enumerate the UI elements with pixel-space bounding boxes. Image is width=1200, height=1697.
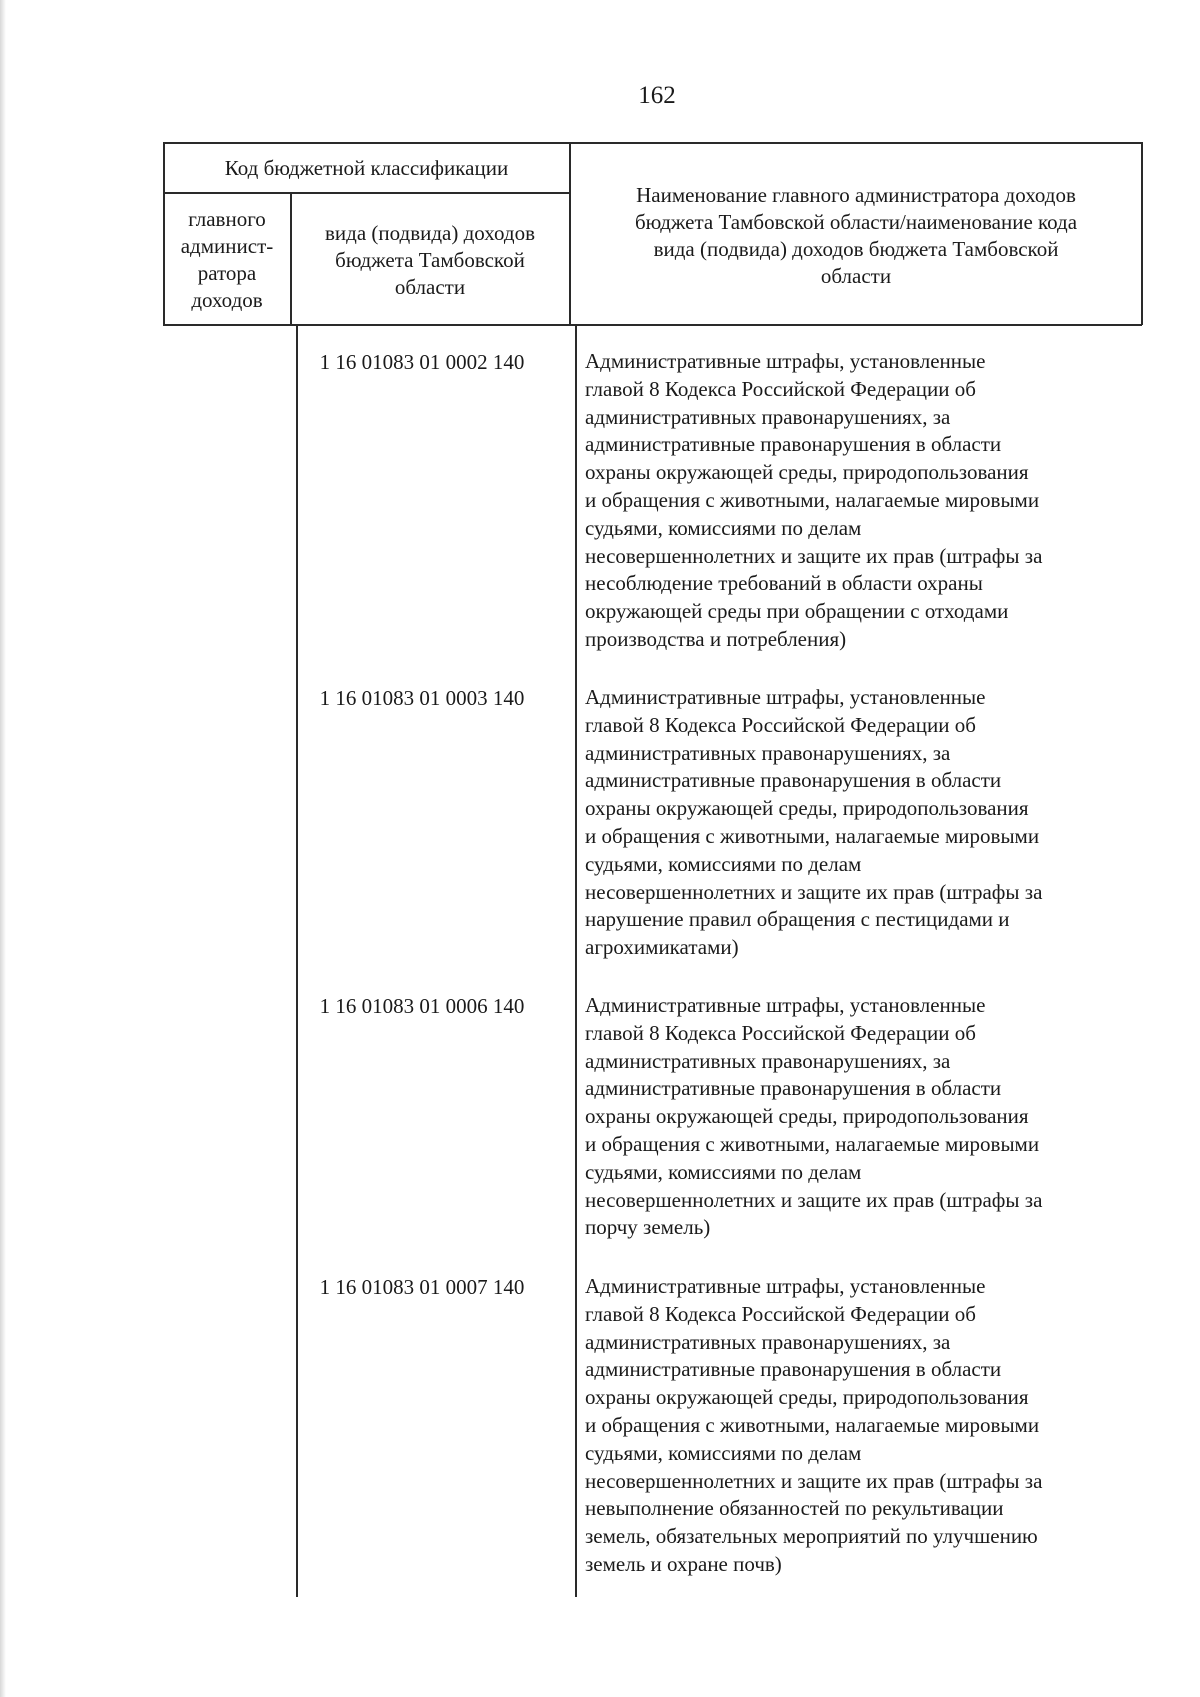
description-line: порчу земель): [585, 1215, 711, 1240]
description-line: несовершеннолетних и защите их прав (штрафы за: [585, 543, 1043, 568]
description-line: административные правонарушения в области: [585, 1076, 1002, 1101]
description-line: и обращения с животными, налагаемые мировыми: [585, 823, 1040, 848]
description-line: и обращения с животными, налагаемые мировыми: [585, 487, 1040, 512]
description-line: судьями, комиссиями по делам: [585, 515, 862, 540]
description-line: несовершеннолетних и защите их прав (штрафы за: [585, 1468, 1043, 1493]
description-line: производства и потребления): [585, 626, 847, 651]
description-line: несоблюдение требований в области охраны: [585, 571, 983, 596]
row-description: [585, 348, 1140, 654]
header-top-border: [163, 142, 1142, 144]
row-description: [585, 684, 1140, 962]
page-number: 162: [638, 82, 676, 109]
description-line: административных правонарушениях, за: [585, 1048, 951, 1073]
description-line: административных правонарушениях, за: [585, 404, 951, 429]
header-group-label: Код бюджетной классификации: [224, 156, 509, 180]
row-description: [585, 992, 1140, 1242]
description-line: административные правонарушения в области: [585, 768, 1002, 793]
description-line: и обращения с животными, налагаемые мировыми: [585, 1131, 1040, 1156]
header-name-line: вида (подвида) доходов бюджета Тамбовской: [653, 237, 1059, 261]
header-kind-cell: [292, 220, 568, 301]
body-divider-name: [575, 325, 577, 1597]
header-bottom-border: [163, 324, 1142, 326]
header-admin-line: админист-: [180, 234, 274, 258]
description-line: административных правонарушениях, за: [585, 740, 951, 765]
description-line: охраны окружающей среды, природопользования: [585, 1385, 1029, 1410]
header-kind-line: области: [394, 275, 466, 299]
description-line: судьями, комиссиями по делам: [585, 1159, 862, 1184]
description-line: и обращения с животными, налагаемые мировыми: [585, 1412, 1040, 1437]
header-name-cell: [572, 182, 1140, 290]
description-line: судьями, комиссиями по делам: [585, 851, 862, 876]
description-line: несовершеннолетних и защите их прав (штрафы за: [585, 1187, 1043, 1212]
header-admin-cell: [165, 206, 289, 314]
description-line: судьями, комиссиями по делам: [585, 1440, 862, 1465]
description-line: административных правонарушениях, за: [585, 1329, 951, 1354]
row-code: 1 16 01083 01 0003 140: [319, 686, 525, 710]
description-line: охраны окружающей среды, природопользования: [585, 796, 1029, 821]
header-right-border: [1141, 142, 1143, 325]
header-admin-line: ратора: [197, 261, 257, 285]
header-admin-line: главного: [188, 207, 266, 231]
body-divider-admin: [296, 325, 298, 1597]
row-description: [585, 1273, 1140, 1579]
description-line: нарушение правил обращения с пестицидами и: [585, 907, 1010, 932]
description-line: Административные штрафы, установленные: [585, 685, 986, 709]
scan-edge: [0, 0, 6, 1697]
description-line: административные правонарушения в области: [585, 432, 1002, 457]
description-line: агрохимикатами): [585, 935, 739, 960]
group-subheader-divider: [163, 192, 570, 194]
header-kind-line: вида (подвида) доходов: [325, 221, 535, 245]
description-line: главой 8 Кодекса Российской Федерации об: [585, 1020, 976, 1045]
row-code: 1 16 01083 01 0007 140: [319, 1275, 525, 1299]
description-line: земель и охране почв): [585, 1551, 782, 1576]
description-line: главой 8 Кодекса Российской Федерации об: [585, 1301, 976, 1326]
description-line: невыполнение обязанностей по рекультивации: [585, 1496, 1004, 1521]
header-name-line: бюджета Тамбовской области/наименование кода: [634, 210, 1078, 234]
description-line: административные правонарушения в области: [585, 1357, 1002, 1382]
description-line: окружающей среды при обращении с отходами: [585, 599, 1009, 624]
description-line: Административные штрафы, установленные: [585, 1274, 986, 1298]
header-name-line: области: [820, 264, 892, 288]
column-divider-name: [569, 142, 571, 325]
description-line: Административные штрафы, установленные: [585, 349, 986, 373]
header-admin-line: доходов: [191, 288, 263, 312]
description-line: Административные штрафы, установленные: [585, 993, 986, 1017]
description-line: несовершеннолетних и защите их прав (штрафы за: [585, 879, 1043, 904]
description-line: охраны окружающей среды, природопользования: [585, 1104, 1029, 1129]
row-code: 1 16 01083 01 0002 140: [319, 350, 525, 374]
row-code: 1 16 01083 01 0006 140: [319, 994, 525, 1018]
description-line: земель, обязательных мероприятий по улучшению: [585, 1524, 1038, 1549]
header-kind-line: бюджета Тамбовской: [335, 248, 525, 272]
header-name-line: Наименование главного администратора доходов: [636, 183, 1076, 207]
description-line: главой 8 Кодекса Российской Федерации об: [585, 712, 976, 737]
description-line: главой 8 Кодекса Российской Федерации об: [585, 376, 976, 401]
description-line: охраны окружающей среды, природопользования: [585, 460, 1029, 485]
